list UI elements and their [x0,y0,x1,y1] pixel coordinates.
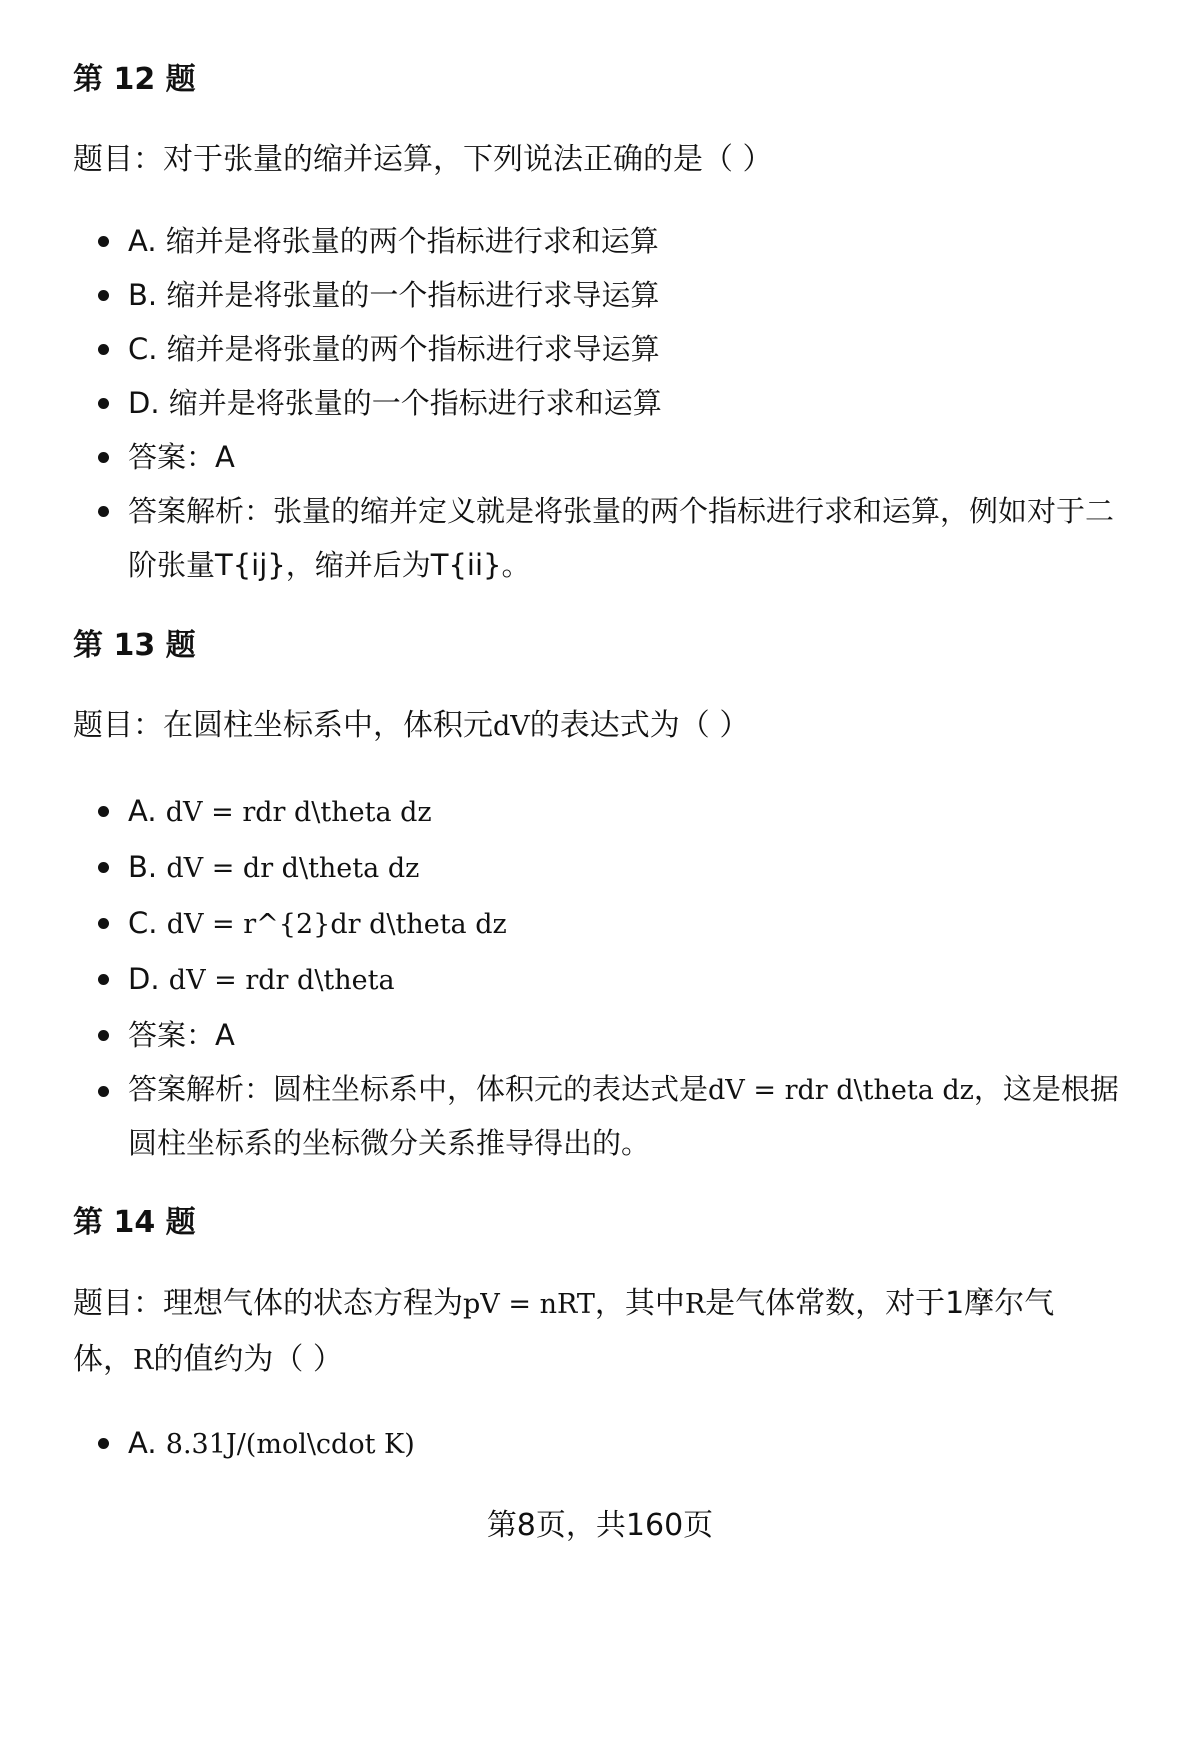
q12-option-a: A. 缩并是将张量的两个指标进行求和运算 [128,224,659,258]
question-13-heading: 第 13 题 [73,628,196,663]
bullet-dot [98,344,109,355]
option-label: C. [128,906,167,940]
bullet-dot [98,1438,109,1449]
q13-stem-math: dV [493,711,530,742]
question-14-stem-line2 [73,1340,343,1381]
option-label: B. [128,850,167,884]
q14-stem-math2: R [684,1289,706,1320]
q13-answer: 答案：A [128,1018,235,1052]
bullet-dot [98,1030,109,1041]
option-math: dV = r^{2}dr d\theta dz [166,909,507,940]
bullet-dot [98,862,109,873]
q12-option-d: D. 缩并是将张量的一个指标进行求和运算 [128,386,662,420]
q13-option-d [128,959,395,1001]
question-12-heading: 第 12 题 [73,62,196,97]
q14-stem-suffix: 是气体常数，对于1摩尔气 [705,1286,1055,1321]
q13-option-c [128,903,507,945]
q13-stem-prefix: 题目：在圆柱坐标系中，体积元 [73,708,493,743]
q14-stem-line2-prefix: 体， [73,1342,133,1377]
q13-explanation-math: dV = rdr d\theta dz [708,1075,974,1106]
q14-stem-line2-suffix: 的值约为（ ） [153,1342,343,1377]
option-label: A. [128,794,166,828]
option-label: D. [128,962,169,996]
bullet-dot [98,398,109,409]
bullet-dot [98,506,109,517]
option-math: 8.31J/(mol\cdot K) [165,1429,415,1460]
bullet-dot [98,806,109,817]
bullet-dot [98,452,109,463]
question-12-stem: 题目：对于张量的缩并运算，下列说法正确的是（ ） [73,142,773,177]
q12-option-b: B. 缩并是将张量的一个指标进行求导运算 [128,278,660,312]
q13-explanation-suffix: ，这是根据 [973,1072,1119,1106]
bullet-dot [98,290,109,301]
option-math: dV = dr d\theta dz [166,853,420,884]
question-14-heading: 第 14 题 [73,1205,196,1240]
q13-explanation-prefix: 答案解析：圆柱坐标系中，体积元的表达式是 [128,1072,709,1106]
bullet-dot [98,1086,109,1097]
q13-option-a [128,791,432,833]
bullet-dot [98,918,109,929]
q12-option-c: C. 缩并是将张量的两个指标进行求导运算 [128,332,660,366]
option-math: dV = rdr d\theta [168,965,395,996]
page-number-footer: 第8页，共160页 [486,1508,714,1543]
question-13-stem [73,706,749,747]
q12-answer: 答案：A [128,440,235,474]
bullet-dot [98,974,109,985]
q12-explanation-line1: 答案解析：张量的缩并定义就是将张量的两个指标进行求和运算，例如对于二 [128,494,1115,528]
q14-option-a [128,1423,415,1465]
q14-stem-prefix: 题目：理想气体的状态方程为 [73,1286,463,1321]
q14-stem-line2-math: R [133,1345,154,1376]
q14-stem-math: pV = nRT [463,1289,595,1320]
q13-stem-suffix: 的表达式为（ ） [529,708,750,743]
q13-explanation-line1 [128,1069,1119,1111]
q13-option-b [128,847,419,889]
q12-explanation-line2: 阶张量T{ij}，缩并后为T{ii}。 [128,548,531,582]
bullet-dot [98,236,109,247]
q14-stem-mid: ，其中 [594,1286,685,1321]
option-math: dV = rdr d\theta dz [165,797,432,828]
q13-explanation-line2: 圆柱坐标系的坐标微分关系推导得出的。 [128,1126,651,1160]
question-14-stem-line1 [73,1284,1054,1325]
option-label: A. [128,1426,166,1460]
